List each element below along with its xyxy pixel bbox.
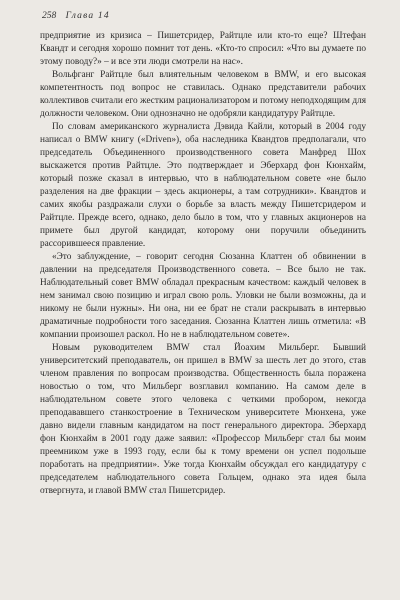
page-number: 258 [42,11,57,21]
paragraph: Новым руководителем BMW стал Йоахим Мильберг. Бывший университетский преподаватель, он пришел в BMW за шесть лет до этого, став членом правления по вопросам производства. Общественность была поражена новостью о том, что Мильберг возглавил компанию. На самом деле в наблюдательном совете этого человека с четкими пробором, некогда преподававшего станкостроение в Техническом университете Мюнхена, уже давно видели главным кандидатом на пост генерального директора. Эберхард фон Кюнхайм в 2001 году даже заявил: «Профессор Мильберг стал бы моим преемником уже в 1993 году, если бы к тому времени он успел подольше поработать на предприятии». Уже тогда Кюнхайм обсуждал его кандидатуру с председателем наблюдательного совета Гольцем, однако эта идея была отвергнута, и главой BMW стал Пишетсридер. [40,343,366,496]
paragraph: Вольфганг Райтцле был влиятельным человеком в BMW, и его высокая компетентность под вопрос не ставилась. Однако представители рабочих коллективов считали его жестким рационализатором и потому неподходящим для должности человеком. Они однозначно не одобряли кандидатуру Райтцле. [40,70,366,119]
running-header [42,11,110,21]
body-text [40,30,366,498]
paragraph: предприятие из кризиса – Пишетсридер, Райтцле или кто-то еще? Штефан Квандт и сегодня хорошо помнит тот день. «Кто-то спросил: «Что вы думаете по этому поводу?» – и все эти люди смотрели на нас». [40,31,366,67]
paragraph: «Это заблуждение, – говорит сегодня Сюзанна Клаттен об обвинении в давлении на председателя Производственного совета. – Все было не так. Наблюдательный совет BMW обладал прекрасным качеством: каждый человек в нем занимал свою позицию и играл свою роль. Уловки не были возможны, да и никому не были нужны». Ни она, ни ее брат не стали раскрывать в интервью драматичные подробности того заседания. Сюзанна Клаттен лишь отметила: «В компании произошел раскол. Но не в наблюдательном совете». [40,252,366,340]
chapter-title: Глава 14 [65,11,110,21]
paragraph: По словам американского журналиста Дэвида Кайли, который в 2004 году написал о BMW книгу («Driven»), оба наследника Квандтов предполагали, что председатель Объединенного производственного совета Манфред Шох выскажется против Райтцле. Это подтверждает и Эберхард фон Кюнхайм, который позже сказал в интервью, что в наблюдательном совете «не было разделения на две фракции – здесь акционеры, а там сотрудники». Квандтов и самих якобы раздражали слухи о борьбе за власть между Пишетсридером и Райтцле. Прежде всего, однако, дело было в том, что у главных акционеров на примете был другой кандидат, которому они поручили объединить рассорившееся правление. [40,122,366,249]
